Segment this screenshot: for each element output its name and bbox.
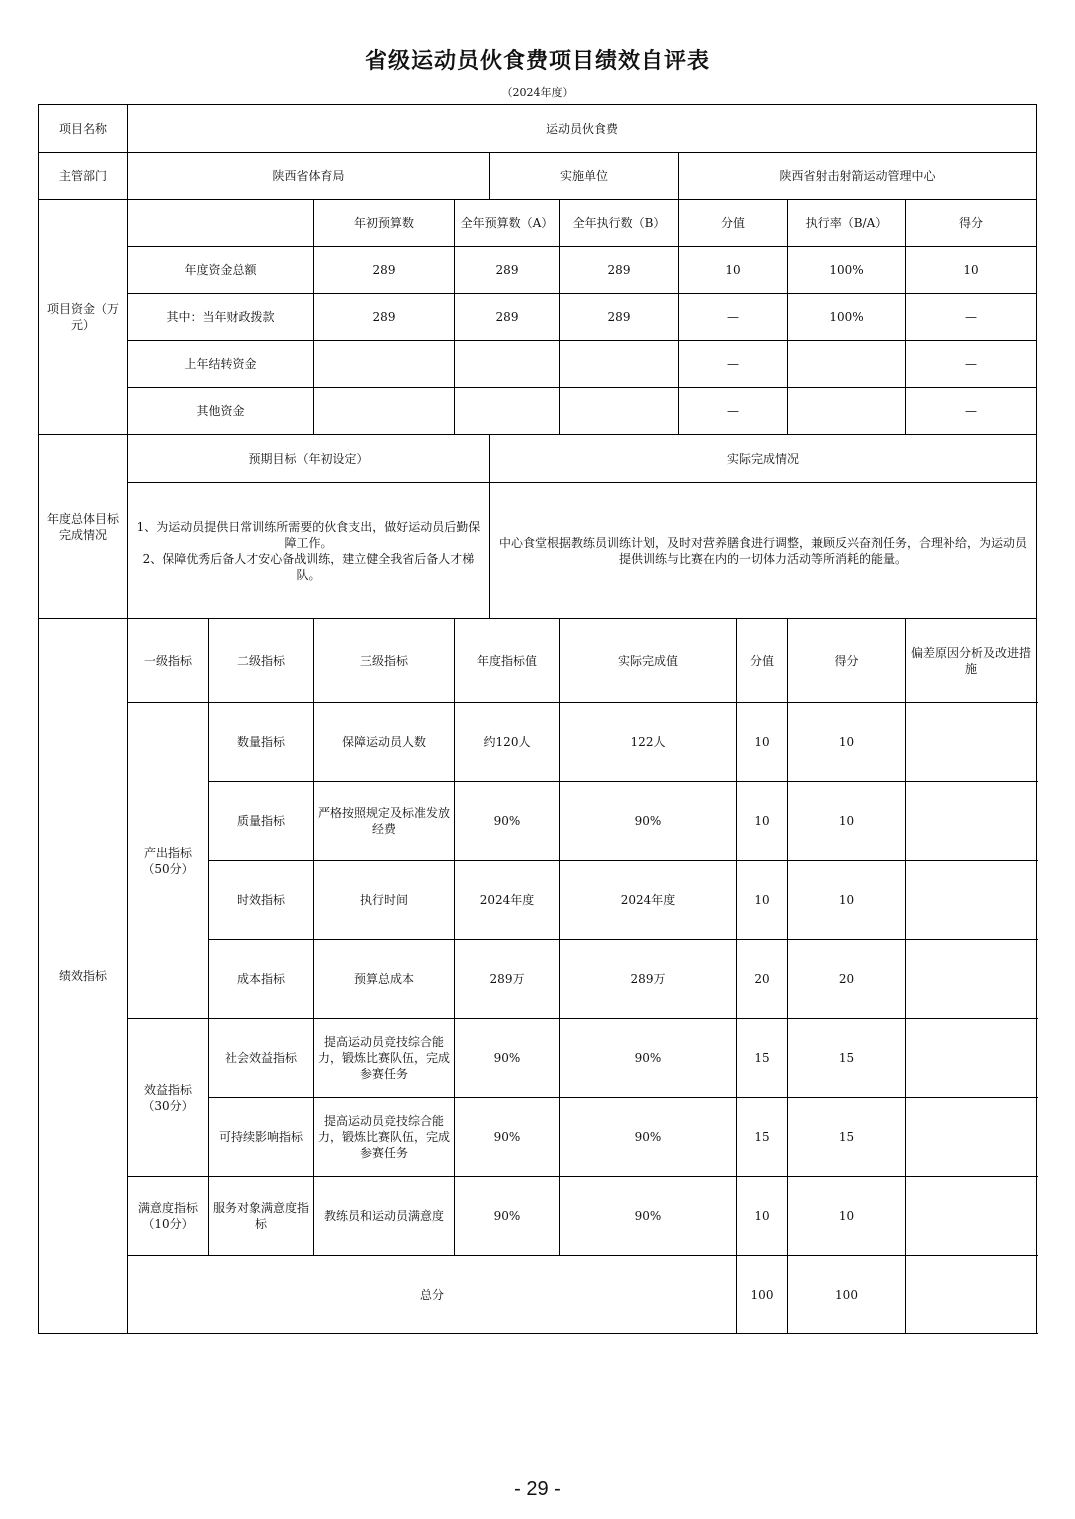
indicator-analysis [906,861,1037,940]
indicator-actual: 90% [560,1177,737,1256]
total-score: 100 [788,1256,906,1334]
indicator-score-value: 10 [737,782,788,861]
funds-header-rate: 执行率（B/A） [788,200,906,247]
funds-row-rate [788,341,906,388]
indicator-score: 10 [788,861,906,940]
funds-header-blank [128,200,314,247]
funds-row-annual [455,341,560,388]
total-row [39,1256,1037,1334]
funds-row-initial [314,388,455,435]
indicator-score: 10 [788,782,906,861]
performance-section-label: 绩效指标 [39,619,128,1334]
indicator-target: 90% [455,1098,560,1177]
funds-row-executed: 289 [560,247,679,294]
funds-row-rate: 100% [788,247,906,294]
funds-row-rate: 100% [788,294,906,341]
header-score-value: 分值 [737,619,788,703]
funds-row-score: — [906,341,1037,388]
page-subtitle-year: （2024年度） [501,86,574,99]
indicator-target: 90% [455,1177,560,1256]
funds-row-executed: 289 [560,294,679,341]
indicator-actual: 90% [560,1098,737,1177]
self-evaluation-table [38,104,1037,1334]
goals-expected-text [128,483,490,619]
goals-header-row [39,435,1037,483]
funds-row-score: 10 [906,247,1037,294]
funds-row-label: 上年结转资金 [128,341,314,388]
indicator-analysis [906,940,1037,1019]
funds-row-score: — [906,294,1037,341]
indicator-row [39,1177,1037,1256]
indicator-score: 20 [788,940,906,1019]
indicator-level3: 教练员和运动员满意度 [314,1177,455,1256]
funds-header-annual: 全年预算数（A） [455,200,560,247]
indicator-target: 289万 [455,940,560,1019]
header-analysis: 偏差原因分析及改进措施 [906,619,1037,703]
funds-header-initial: 年初预算数 [314,200,455,247]
indicator-level3: 提高运动员竞技综合能力，锻炼比赛队伍，完成参赛任务 [314,1098,455,1177]
indicator-score-value: 15 [737,1098,788,1177]
funds-row-score-value: — [679,388,788,435]
funds-row-annual [455,388,560,435]
indicator-target: 2024年度 [455,861,560,940]
funds-row-score-value: — [679,294,788,341]
funds-row-initial: 289 [314,247,455,294]
indicator-row [39,703,1037,782]
indicator-level2: 数量指标 [209,703,314,782]
goals-expected-line: 2、保障优秀后备人才安心备战训练，建立健全我省后备人才梯队。 [142,551,475,582]
indicator-analysis [906,1098,1037,1177]
indicator-actual: 289万 [560,940,737,1019]
funds-row [39,341,1037,388]
goals-expected-line: 1、为运动员提供日常训练所需要的伙食支出，做好运动员后勤保障工作。 [136,519,481,550]
funds-header-score: 得分 [906,200,1037,247]
funds-header-score-value: 分值 [679,200,788,247]
indicator-level2: 服务对象满意度指标 [209,1177,314,1256]
goals-section-label: 年度总体目标完成情况 [39,435,128,619]
funds-row-initial: 289 [314,294,455,341]
indicator-score-value: 15 [737,1019,788,1098]
indicator-score: 15 [788,1019,906,1098]
project-name-label: 项目名称 [39,105,128,153]
indicator-actual: 122人 [560,703,737,782]
indicator-target: 约120人 [455,703,560,782]
indicator-analysis [906,703,1037,782]
funds-row-executed [560,341,679,388]
funds-section-label: 项目资金（万元） [39,200,128,435]
implementing-unit-value: 陕西省射击射箭运动管理中心 [679,153,1037,200]
header-level3: 三级指标 [314,619,455,703]
page-title: 省级运动员伙食费项目绩效自评表 [364,49,710,74]
indicator-score: 10 [788,703,906,782]
funds-row [39,247,1037,294]
indicator-level3: 提高运动员竞技综合能力，锻炼比赛队伍，完成参赛任务 [314,1019,455,1098]
indicator-level3: 执行时间 [314,861,455,940]
funds-row-label: 年度资金总额 [128,247,314,294]
funds-row [39,294,1037,341]
funds-row-executed [560,388,679,435]
header-level2: 二级指标 [209,619,314,703]
funds-row-annual: 289 [455,294,560,341]
header-target: 年度指标值 [455,619,560,703]
indicator-level2: 时效指标 [209,861,314,940]
funds-row-annual: 289 [455,247,560,294]
goals-actual-text: 中心食堂根据教练员训练计划，及时对营养膳食进行调整，兼顾反兴奋剂任务，合理补给，为运动员提供训练与比赛在内的一切体力活动等所消耗的能量。 [490,483,1037,619]
indicator-level3: 保障运动员人数 [314,703,455,782]
indicator-score: 15 [788,1098,906,1177]
indicator-target: 90% [455,1019,560,1098]
indicator-score-value: 20 [737,940,788,1019]
indicator-actual: 90% [560,782,737,861]
total-analysis [906,1256,1037,1334]
indicator-level3: 严格按照规定及标准发放经费 [314,782,455,861]
funds-row-score-value: — [679,341,788,388]
funds-row [39,388,1037,435]
page-number: - 29 - [514,1478,561,1500]
indicator-level2: 社会效益指标 [209,1019,314,1098]
indicator-level3: 预算总成本 [314,940,455,1019]
indicator-level2: 成本指标 [209,940,314,1019]
indicator-analysis [906,1019,1037,1098]
header-actual: 实际完成值 [560,619,737,703]
indicator-score: 10 [788,1177,906,1256]
total-label: 总分 [128,1256,737,1334]
header-score: 得分 [788,619,906,703]
indicator-score-value: 10 [737,1177,788,1256]
goals-content-row [39,483,1037,619]
project-name-row [39,105,1037,153]
funds-header-row [39,200,1037,247]
group-satisfaction-label: 满意度指标（10分） [128,1177,209,1256]
indicator-analysis [906,1177,1037,1256]
indicator-score-value: 10 [737,703,788,782]
indicator-level2: 可持续影响指标 [209,1098,314,1177]
indicator-actual: 2024年度 [560,861,737,940]
funds-row-label: 其他资金 [128,388,314,435]
group-benefit-label: 效益指标（30分） [128,1019,209,1177]
funds-header-executed: 全年执行数（B） [560,200,679,247]
header-level1: 一级指标 [128,619,209,703]
funds-row-initial [314,341,455,388]
goals-expected-header: 预期目标（年初设定） [128,435,490,483]
goals-actual-header: 实际完成情况 [490,435,1037,483]
department-label: 主管部门 [39,153,128,200]
project-name-value: 运动员伙食费 [128,105,1037,153]
indicator-level2: 质量指标 [209,782,314,861]
performance-header-row [39,619,1037,703]
indicator-score-value: 10 [737,861,788,940]
funds-row-score: — [906,388,1037,435]
implementing-unit-label: 实施单位 [490,153,679,200]
total-score-value: 100 [737,1256,788,1334]
department-value: 陕西省体育局 [128,153,490,200]
funds-row-label: 其中：当年财政拨款 [128,294,314,341]
indicator-row [39,1019,1037,1098]
indicator-actual: 90% [560,1019,737,1098]
funds-row-score-value: 10 [679,247,788,294]
indicator-target: 90% [455,782,560,861]
indicator-analysis [906,782,1037,861]
funds-row-rate [788,388,906,435]
department-row [39,153,1037,200]
group-output-label: 产出指标（50分） [128,703,209,1019]
